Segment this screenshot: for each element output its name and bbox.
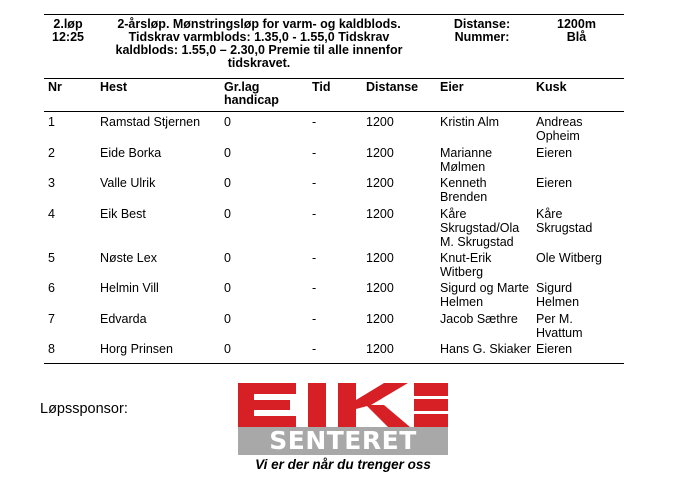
table-row xyxy=(44,248,624,279)
cell-eier: Jacob Sæthre xyxy=(440,311,518,326)
cell-kusk: Eieren xyxy=(536,342,573,356)
cell-tid: - xyxy=(312,145,317,160)
cell-handicap: 0 xyxy=(224,311,231,326)
cell-nr: 7 xyxy=(48,311,55,326)
cell-handicap: 0 xyxy=(224,281,231,295)
table-bottom-rule xyxy=(44,363,624,364)
cell-hest: Eik Best xyxy=(100,206,146,221)
table-row xyxy=(44,143,624,174)
table-row xyxy=(44,278,624,309)
table-row xyxy=(44,173,624,204)
logo-band: SENTERET xyxy=(238,427,448,455)
col-nr: Nr xyxy=(48,80,62,94)
cell-kusk: Andreas Opheim xyxy=(536,115,583,143)
table-row xyxy=(44,112,624,143)
cell-tid: - xyxy=(312,206,317,221)
cell-kusk: Sigurd Helmen xyxy=(536,281,580,309)
number-value: Blå xyxy=(566,30,587,44)
cell-kusk: Ole Witberg xyxy=(536,250,602,265)
cell-hest: Helmin Vill xyxy=(100,281,159,295)
race-meta-labels xyxy=(427,18,537,44)
cell-handicap: 0 xyxy=(224,250,231,265)
cell-eier: Kenneth Brenden xyxy=(440,176,488,204)
col-hest: Hest xyxy=(100,80,128,94)
cell-eier: Knut-Erik Witberg xyxy=(440,250,492,279)
eik-senteret-logo xyxy=(238,383,448,478)
cell-handicap: 0 xyxy=(224,115,231,129)
cell-tid: - xyxy=(312,342,317,356)
cell-hest: Eide Borka xyxy=(100,145,162,160)
cell-hest: Edvarda xyxy=(100,311,147,326)
race-description: 2-årsløp. Mønstringsløp for varm- og kaldblods. Tidskrav varmblods: 1.35,0 - 1.55,0 Tidskrav kaldblods: 1.55,0 – 2.30,0 Premie til alle innenfor tidskravet. xyxy=(115,17,403,70)
cell-nr: 3 xyxy=(48,176,55,190)
cell-nr: 5 xyxy=(48,250,55,265)
cell-hest: Valle Ulrik xyxy=(100,176,156,190)
col-distanse: Distanse xyxy=(366,80,419,94)
cell-distanse: 1200 xyxy=(366,206,394,221)
cell-nr: 1 xyxy=(48,115,55,129)
col-tid: Tid xyxy=(312,80,331,94)
cell-handicap: 0 xyxy=(224,206,231,221)
race-time: 12:25 xyxy=(52,30,84,44)
cell-hest: Nøste Lex xyxy=(100,250,157,265)
cell-distanse: 1200 xyxy=(366,176,394,190)
cell-nr: 6 xyxy=(48,281,55,295)
cell-kusk: Eieren xyxy=(536,176,573,190)
table-row xyxy=(44,339,624,370)
cell-kusk: Eieren xyxy=(536,145,573,160)
cell-eier: Kåre Skrugstad/Ola M. Skrugstad xyxy=(440,206,520,249)
race-meta-values xyxy=(544,18,609,44)
cell-tid: - xyxy=(312,250,317,265)
cell-distanse: 1200 xyxy=(366,145,394,160)
cell-tid: - xyxy=(312,311,317,326)
cell-eier: Kristin Alm xyxy=(440,115,500,129)
cell-distanse: 1200 xyxy=(366,115,394,129)
logo-tagline: Vi er der når du trenger oss xyxy=(255,457,431,472)
table-row xyxy=(44,204,624,248)
cell-tid: - xyxy=(312,115,317,129)
cell-handicap: 0 xyxy=(224,145,231,160)
cell-handicap: 0 xyxy=(224,342,231,356)
distance-value: 1200m xyxy=(557,17,596,31)
cell-tid: - xyxy=(312,176,317,190)
col-eier: Eier xyxy=(440,80,464,94)
cell-handicap: 0 xyxy=(224,176,231,190)
sponsor-label: Løpssponsor: xyxy=(40,401,128,417)
race-id xyxy=(44,18,92,44)
cell-eier: Sigurd og Marte Helmen xyxy=(440,281,529,309)
column-headers xyxy=(44,79,624,112)
cell-kusk: Per M. Hvattum xyxy=(536,311,583,340)
cell-distanse: 1200 xyxy=(366,281,394,295)
cell-nr: 2 xyxy=(48,145,55,160)
cell-distanse: 1200 xyxy=(366,342,394,356)
col-handicap: Gr.lag handicap xyxy=(224,80,279,107)
col-kusk: Kusk xyxy=(536,80,567,94)
cell-eier: Hans G. Skiaker xyxy=(440,342,532,356)
cell-hest: Ramstad Stjernen xyxy=(100,115,201,129)
race-header xyxy=(44,14,624,79)
entry-table xyxy=(44,112,624,370)
cell-hest: Horg Prinsen xyxy=(100,342,173,356)
cell-nr: 8 xyxy=(48,342,55,356)
number-label: Nummer: xyxy=(454,30,510,44)
distance-label: Distanse: xyxy=(453,17,511,31)
cell-eier: Marianne Mølmen xyxy=(440,145,493,174)
cell-kusk: Kåre Skrugstad xyxy=(536,206,593,235)
cell-nr: 4 xyxy=(48,206,55,221)
table-row xyxy=(44,309,624,340)
cell-distanse: 1200 xyxy=(366,250,394,265)
cell-distanse: 1200 xyxy=(366,311,394,326)
cell-tid: - xyxy=(312,281,317,295)
eik-wordmark-icon xyxy=(238,383,448,427)
race-number: 2.løp xyxy=(53,17,83,31)
race-sheet xyxy=(44,14,624,370)
